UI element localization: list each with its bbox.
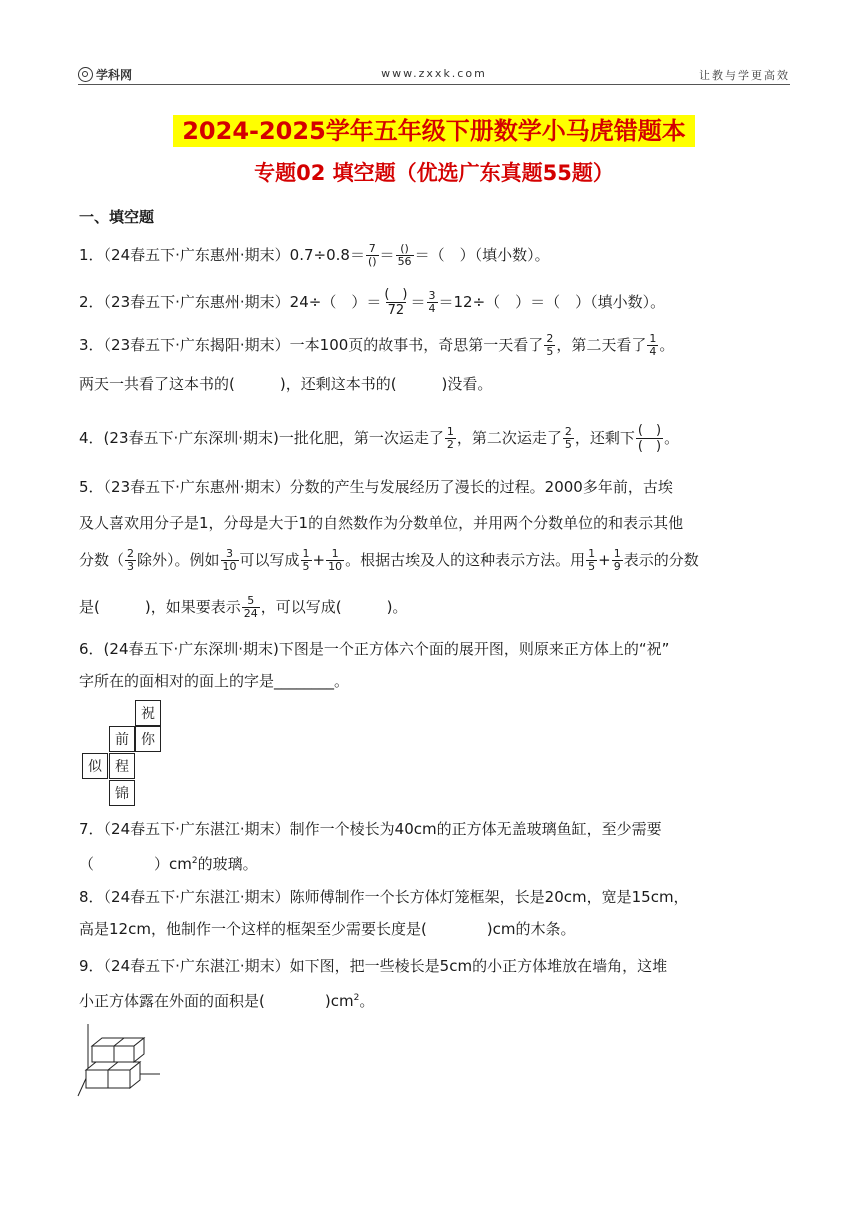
- q5-fraction-2-3: $\frac{2}{3}$: [127, 547, 135, 573]
- q4-fraction-1: $\frac{1}{2}$: [446, 425, 454, 451]
- document-title: 2024-2025学年五年级下册数学小马虎错题本: [173, 115, 695, 147]
- question-2: 2．（23春五下·广东惠州·期末）24÷（ ）＝ $\frac{( )}{72}$ ＝ $\frac{3}{4}$ ＝12÷（ ）＝（ ）（填小数）。: [79, 287, 666, 318]
- page-header: [78, 64, 790, 85]
- q5-fraction-5-24: $\frac{5}{24}$: [243, 594, 258, 620]
- question-9-line-2: 小正方体露在外面的面积是( )$cm^2$。: [79, 992, 375, 1010]
- net-cell-ni: 你: [135, 726, 161, 752]
- q5-fraction-3-10: $\frac{3}{10}$: [222, 547, 237, 573]
- question-5-line-4: 是( )，如果要表示 $\frac{5}{24}$ ，可以写成( )。: [79, 594, 408, 620]
- q1-fraction-2: $\frac{()}{56}$: [397, 242, 412, 268]
- question-8-line-2: 高是12cm，他制作一个这样的框架至少需要长度是( )cm的木条。: [79, 920, 576, 938]
- net-cell-cheng: 程: [109, 753, 135, 779]
- q1-text-a: 1．（24春五下·广东惠州·期末）0.7÷0.8＝: [79, 246, 365, 264]
- question-4: 4．(23春五下·广东深圳·期末)一批化肥，第一次运走了 $\frac{1}{2}$ ，第二次运走了 $\frac{2}{5}$ ，还剩下 $\frac{( )}{( )}$ 。: [79, 423, 680, 454]
- q4-fraction-3: $\frac{( )}{( )}$: [637, 423, 662, 454]
- question-9-line-1: 9．（24春五下·广东湛江·期末）如下图，把一些棱长是5cm的小正方体堆放在墙角，这堆: [79, 957, 668, 975]
- q5-fraction-1-10: $\frac{1}{10}$: [328, 547, 343, 573]
- question-7-line-2: （ ）$cm^2$的玻璃。: [79, 855, 258, 873]
- q4-fraction-2: $\frac{2}{5}$: [564, 425, 572, 451]
- net-cell-si: 似: [82, 753, 108, 779]
- question-5-line-1: 5．（23春五下·广东惠州·期末）分数的产生与发展经历了漫长的过程。2000多年前，古埃: [79, 478, 673, 496]
- net-cell-zhu: 祝: [135, 700, 161, 726]
- q1-text-b: ＝（ ）（填小数）。: [414, 246, 550, 264]
- slogan: 让教与学更高效: [699, 69, 790, 82]
- logo-text: 学科网: [96, 68, 133, 82]
- q2-fraction-2: $\frac{3}{4}$: [428, 289, 436, 315]
- question-1: 1．（24春五下·广东惠州·期末）0.7÷0.8＝ $\frac{7}{()}$ ＝ $\frac{()}{56}$ ＝（ ）（填小数）。: [79, 242, 550, 268]
- site-url: www.zxxk.com: [381, 67, 487, 80]
- q5-fraction-1-5b: $\frac{1}{5}$: [588, 547, 596, 573]
- question-6-line-1: 6．(24春五下·广东深圳·期末)下图是一个正方体六个面的展开图，则原来正方体上的“祝”: [79, 640, 670, 658]
- q2-fraction-1: $\frac{( )}{72}$: [384, 287, 408, 318]
- q3-fraction-1: $\frac{2}{5}$: [546, 332, 554, 358]
- question-5-line-3: 分数（ $\frac{2}{3}$ 除外）。例如 $\frac{3}{10}$ 可以写成 $\frac{1}{5}$ + $\frac{1}{10}$ 。根据古埃及人的这种表示方法。用 $\frac{1}{5}$ + $\frac{1}{9}$ 表示的分数: [79, 547, 699, 573]
- question-7-line-1: 7．（24春五下·广东湛江·期末）制作一个棱长为40cm的正方体无盖玻璃鱼缸，至少需要: [79, 820, 662, 838]
- question-8-line-1: 8．（24春五下·广东湛江·期末）陈师傅制作一个长方体灯笼框架，长是20cm，宽是15cm，: [79, 888, 689, 906]
- document-subtitle: 专题02 填空题（优选广东真题55题）: [254, 161, 614, 185]
- q1-fraction-1: $\frac{7}{()}$: [367, 242, 377, 268]
- question-5-line-2: 及人喜欢用分子是1，分母是大于1的自然数作为分数单位，并用两个分数单位的和表示其他: [79, 514, 684, 532]
- question-3: 3．（23春五下·广东揭阳·期末）一本100页的故事书，奇思第一天看了 $\frac{2}{5}$ ，第二天看了 $\frac{1}{4}$ 。: [79, 332, 675, 358]
- q5-fraction-1-9: $\frac{1}{9}$: [613, 547, 621, 573]
- q5-fraction-1-5: $\frac{1}{5}$: [302, 547, 310, 573]
- net-cell-qian: 前: [109, 726, 135, 752]
- question-6-line-2: 字所在的面相对的面上的字是________。: [79, 672, 350, 690]
- net-cell-jin: 锦: [109, 780, 135, 806]
- question-3-line-2: 两天一共看了这本书的( )，还剩这本书的( )没看。: [79, 375, 493, 393]
- section-heading: 一、填空题: [79, 208, 155, 226]
- stacked-cubes-figure: [74, 1022, 164, 1100]
- q3-fraction-2: $\frac{1}{4}$: [649, 332, 657, 358]
